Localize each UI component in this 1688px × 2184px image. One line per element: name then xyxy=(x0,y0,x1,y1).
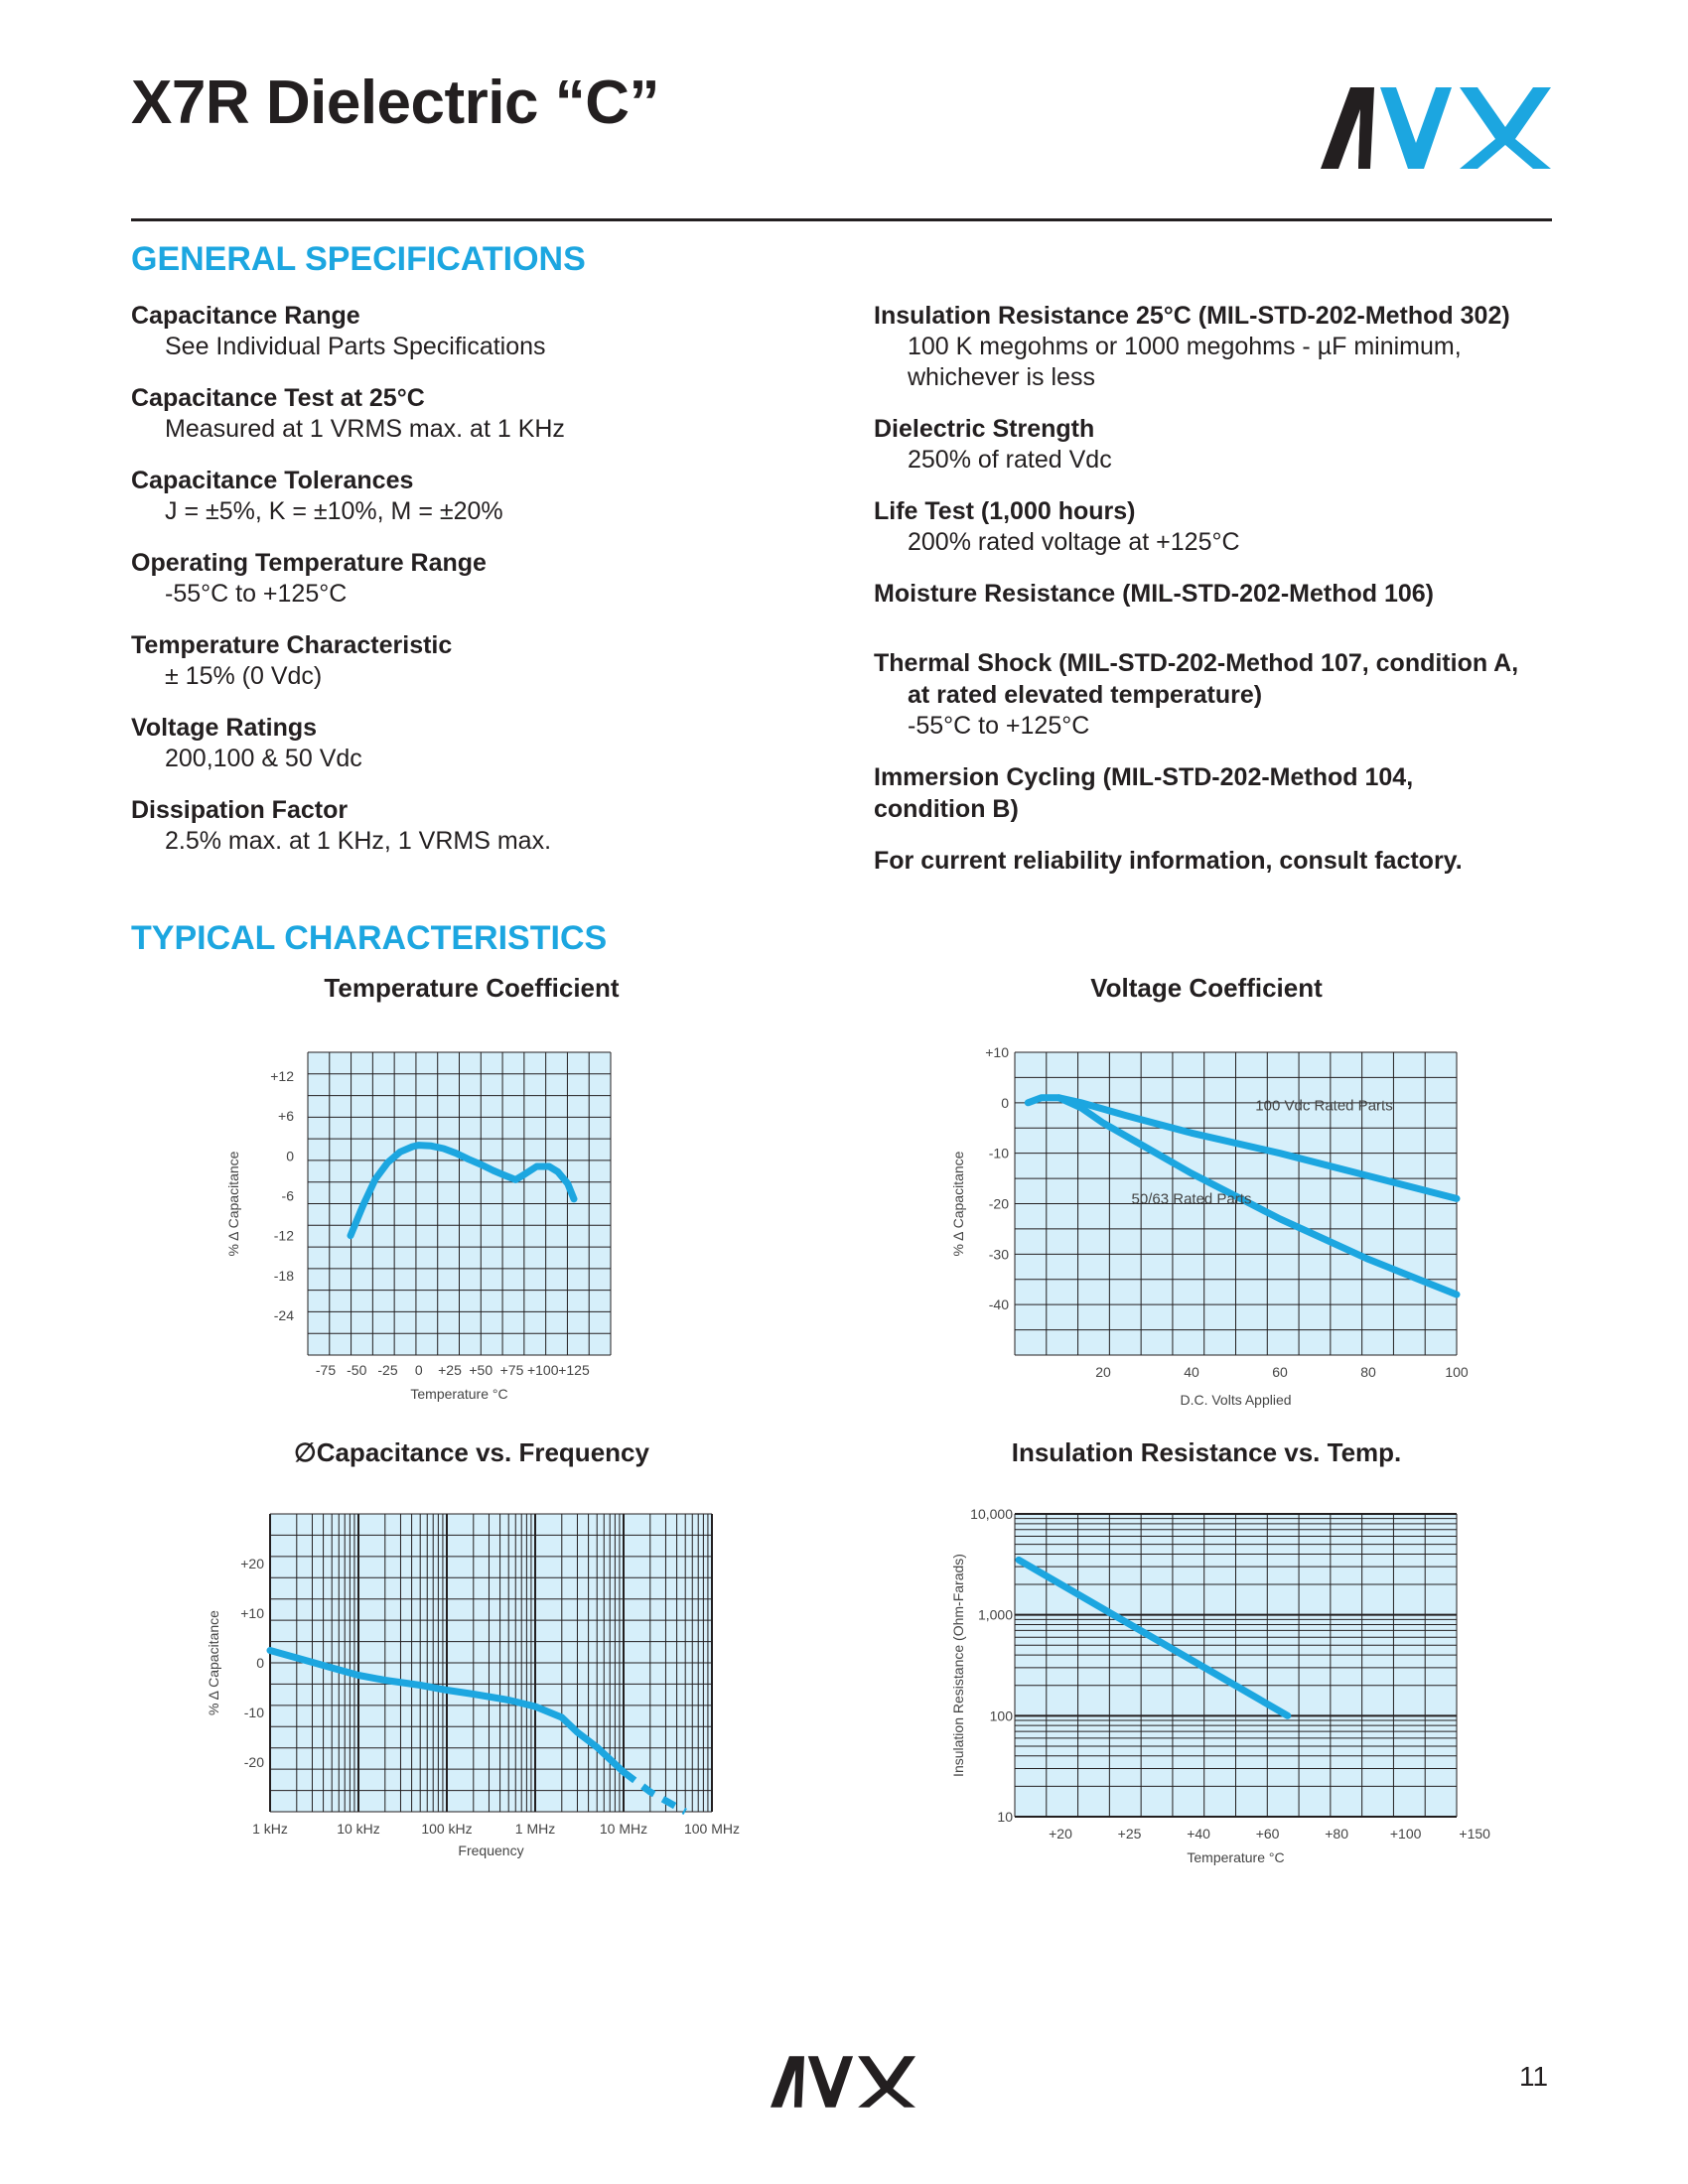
y-tick-label: -40 xyxy=(988,1297,1009,1313)
x-tick-label: +150 xyxy=(1459,1826,1490,1842)
x-tick-label: 100 MHz xyxy=(683,1821,741,1837)
y-tick-label: 1,000 xyxy=(977,1606,1013,1623)
typical-characteristics-heading: TYPICAL CHARACTERISTICS xyxy=(131,919,608,957)
voltage-coefficient-chart xyxy=(943,1032,1499,1410)
general-specifications-heading: GENERAL SPECIFICATIONS xyxy=(131,240,586,278)
spec-dissipation-factor xyxy=(131,794,826,857)
x-axis-label: Temperature °C xyxy=(1187,1849,1285,1865)
spec-value: 200,100 & 50 Vdc xyxy=(165,745,362,772)
y-tick-label: +12 xyxy=(270,1068,294,1084)
spec-title: Insulation Resistance 25°C (MIL-STD-202-Method 302) xyxy=(874,302,1510,330)
x-tick-label: +75 xyxy=(499,1362,524,1378)
x-tick-label: 60 xyxy=(1272,1364,1288,1380)
capacitance-vs-frequency-chart xyxy=(199,1494,755,1871)
y-tick-label: -30 xyxy=(988,1246,1009,1263)
spec-title: Capacitance Range xyxy=(131,302,360,330)
spec-title: Moisture Resistance (MIL-STD-202-Method 106) xyxy=(874,580,1434,608)
x-tick-label: 80 xyxy=(1360,1364,1376,1380)
y-axis-label: % Δ Capacitance xyxy=(950,1151,966,1257)
spec-value: 100 K megohms or 1000 megohms - µF minimum, xyxy=(908,333,1462,360)
spec-temperature-characteristic xyxy=(131,629,826,692)
x-tick-label: +20 xyxy=(1049,1826,1072,1842)
spec-value: 2.5% max. at 1 KHz, 1 VRMS max. xyxy=(165,827,552,855)
y-tick-label: -12 xyxy=(273,1227,294,1244)
spec-title: Life Test (1,000 hours) xyxy=(874,497,1136,525)
spec-title: Voltage Ratings xyxy=(131,714,318,742)
temperature-coefficient-chart xyxy=(199,1032,755,1410)
spec-immersion-cycling xyxy=(874,761,1569,825)
x-tick-label: 100 kHz xyxy=(421,1821,473,1837)
chart-title-capacitance-vs-frequency: ∅Capacitance vs. Frequency xyxy=(294,1437,649,1467)
spec-value: See Individual Parts Specifications xyxy=(165,333,546,360)
x-tick-label: -25 xyxy=(377,1362,398,1378)
spec-value: 250% of rated Vdc xyxy=(908,446,1112,474)
y-tick-label: 0 xyxy=(1001,1094,1009,1111)
x-tick-label: +60 xyxy=(1255,1826,1280,1842)
series-label-100vdc: 100 Vdc Rated Parts xyxy=(1255,1097,1393,1115)
spec-value: 200% rated voltage at +125°C xyxy=(908,528,1240,556)
y-tick-label: -24 xyxy=(273,1307,294,1323)
x-tick-label: 40 xyxy=(1184,1364,1199,1380)
header-rule xyxy=(131,218,1552,221)
capacitance-vs-frequency-svg xyxy=(199,1494,755,1871)
chart-title-voltage-coefficient: Voltage Coefficient xyxy=(1090,973,1323,1003)
x-tick-label: 10 kHz xyxy=(337,1821,380,1837)
x-tick-label: +25 xyxy=(438,1362,462,1378)
y-tick-label: 100 xyxy=(989,1707,1013,1724)
insulation-resistance-svg xyxy=(943,1494,1499,1871)
x-tick-label: 1 kHz xyxy=(252,1821,288,1837)
x-tick-label: 10 MHz xyxy=(599,1821,648,1837)
spec-dielectric-strength xyxy=(874,413,1569,476)
spec-value: Measured at 1 VRMS max. at 1 KHz xyxy=(165,415,565,443)
spec-voltage-ratings xyxy=(131,712,826,774)
x-tick-label: +40 xyxy=(1187,1826,1210,1842)
y-tick-label: +10 xyxy=(240,1605,264,1621)
x-axis-label: D.C. Volts Applied xyxy=(1180,1392,1292,1408)
spec-title: Capacitance Test at 25°C xyxy=(131,384,425,412)
x-tick-label: +25 xyxy=(1117,1826,1142,1842)
x-tick-label: 20 xyxy=(1095,1364,1111,1380)
specs-left-column xyxy=(131,300,826,877)
spec-insulation-resistance xyxy=(874,300,1569,393)
spec-value: -55°C to +125°C xyxy=(908,712,1090,740)
x-tick-label: +100 xyxy=(1389,1826,1422,1842)
temperature-coefficient-svg xyxy=(199,1032,755,1410)
spec-title: Dielectric Strength xyxy=(874,415,1095,443)
spec-capacitance-test xyxy=(131,382,826,445)
y-tick-label: 0 xyxy=(286,1148,294,1164)
y-axis-label: % Δ Capacitance xyxy=(206,1610,221,1715)
series-label-50-63: 50/63 Rated Parts xyxy=(1131,1190,1252,1208)
spec-title: Capacitance Tolerances xyxy=(131,467,414,494)
spec-title: Thermal Shock (MIL-STD-202-Method 107, condition A, xyxy=(874,649,1519,677)
y-tick-label: -10 xyxy=(243,1705,264,1720)
x-tick-label: -75 xyxy=(315,1362,337,1378)
x-tick-label: +50 xyxy=(469,1362,493,1378)
spec-thermal-shock xyxy=(874,647,1569,742)
x-tick-label: +80 xyxy=(1325,1826,1348,1842)
page-number: 11 xyxy=(1519,2061,1549,2092)
spec-title: For current reliability information, consult factory. xyxy=(874,847,1463,875)
y-axis-label: % Δ Capacitance xyxy=(225,1151,241,1257)
spec-reliability-note xyxy=(874,845,1569,877)
chart-title-insulation-resistance: Insulation Resistance vs. Temp. xyxy=(1011,1437,1402,1467)
spec-life-test xyxy=(874,495,1569,558)
spec-value: whichever is less xyxy=(908,363,1095,391)
voltage-coefficient-svg xyxy=(943,1032,1499,1410)
avx-logo xyxy=(1321,87,1551,169)
page-title: X7R Dielectric “C” xyxy=(131,68,659,137)
spec-title: Temperature Characteristic xyxy=(131,631,453,659)
spec-title: Operating Temperature Range xyxy=(131,549,487,577)
spec-capacitance-tolerances xyxy=(131,465,826,527)
spec-value: J = ±5%, K = ±10%, M = ±20% xyxy=(165,497,503,525)
y-tick-label: -10 xyxy=(988,1145,1009,1161)
y-axis-label: Insulation Resistance (Ohm-Farads) xyxy=(950,1554,966,1777)
spec-title: Dissipation Factor xyxy=(131,796,349,824)
spec-title-continued: condition B) xyxy=(874,795,1019,823)
insulation-resistance-chart xyxy=(943,1494,1499,1871)
x-axis-label: Temperature °C xyxy=(410,1386,508,1402)
spec-operating-temperature xyxy=(131,547,826,610)
x-tick-label: +100 xyxy=(526,1362,559,1378)
y-tick-label: -20 xyxy=(243,1754,264,1770)
y-tick-label: 0 xyxy=(256,1655,264,1671)
spec-title-continued: at rated elevated temperature) xyxy=(908,681,1263,709)
y-tick-label: +10 xyxy=(985,1044,1009,1060)
x-tick-label: 0 xyxy=(414,1362,423,1378)
x-tick-label: 1 MHz xyxy=(514,1821,556,1837)
spec-value: ± 15% (0 Vdc) xyxy=(165,662,323,690)
specs-right-column xyxy=(874,300,1569,896)
y-tick-label: 10,000 xyxy=(970,1506,1013,1522)
y-tick-label: -20 xyxy=(988,1195,1009,1212)
chart-title-temperature-coefficient: Temperature Coefficient xyxy=(324,973,620,1003)
spec-moisture-resistance xyxy=(874,578,1569,610)
y-tick-label: 10 xyxy=(997,1809,1013,1825)
y-tick-label: +6 xyxy=(278,1108,294,1125)
spec-capacitance-range xyxy=(131,300,826,362)
x-axis-label: Frequency xyxy=(458,1843,524,1858)
y-tick-label: +20 xyxy=(240,1556,264,1571)
x-tick-label: -50 xyxy=(347,1362,367,1378)
x-tick-label: +125 xyxy=(558,1362,590,1378)
avx-footer-logo xyxy=(771,2055,915,2109)
spec-title: Immersion Cycling (MIL-STD-202-Method 104, xyxy=(874,763,1414,791)
x-tick-label: 100 xyxy=(1445,1364,1469,1380)
y-tick-label: -18 xyxy=(273,1267,294,1284)
spec-value: -55°C to +125°C xyxy=(165,580,348,608)
y-tick-label: -6 xyxy=(281,1187,294,1204)
